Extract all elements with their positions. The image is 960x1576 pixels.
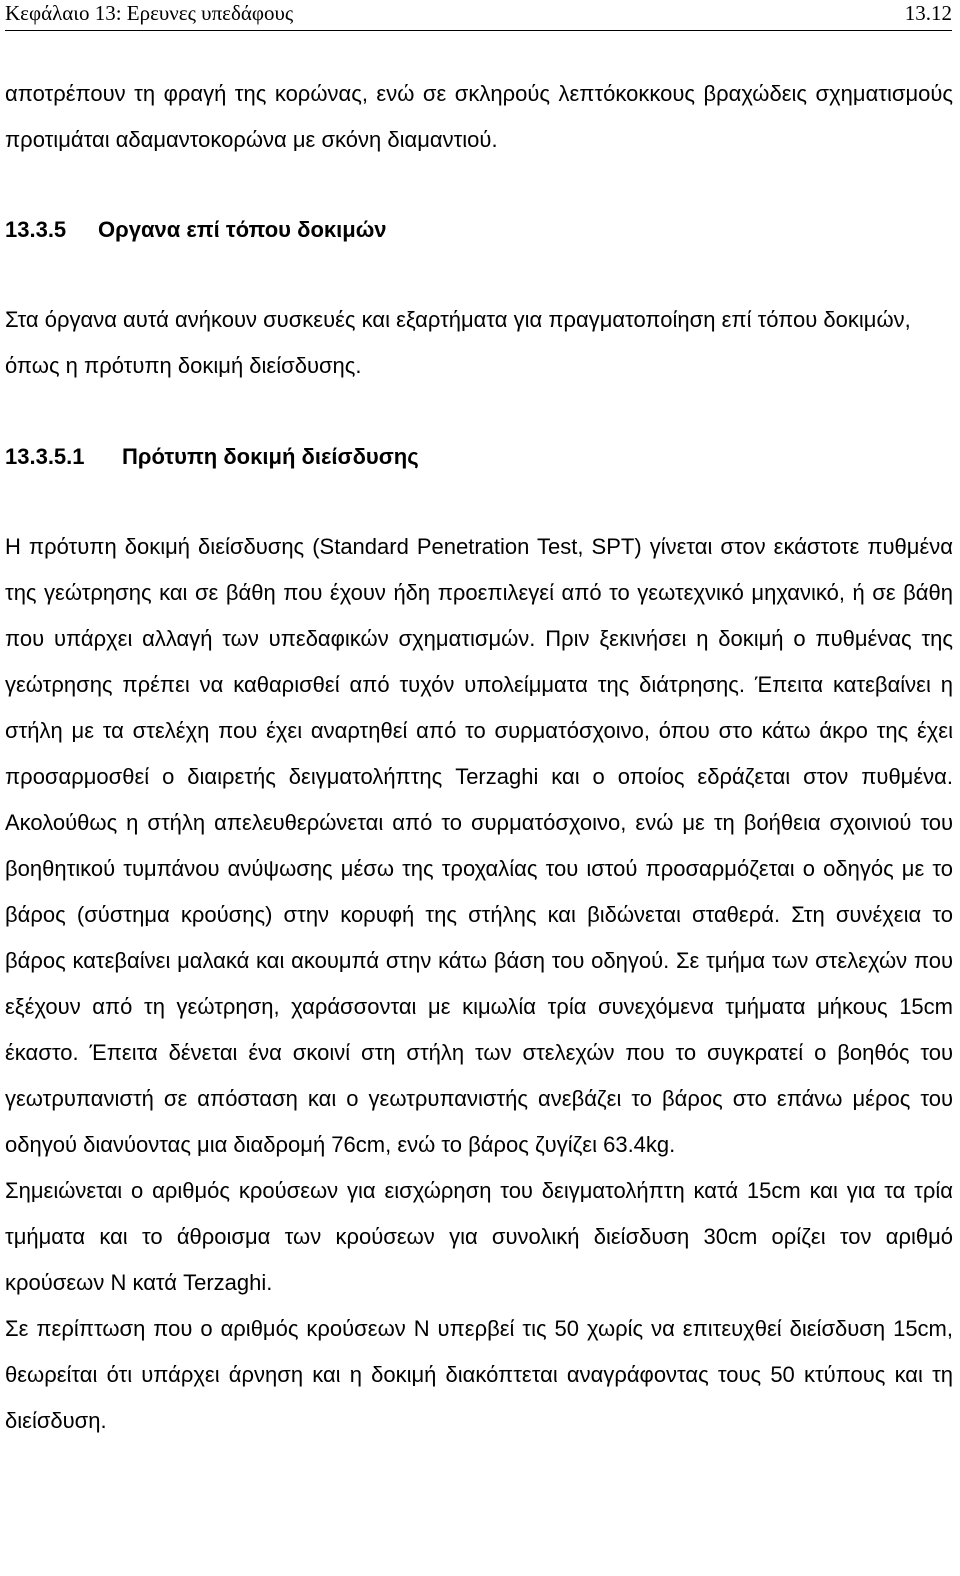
page-number: 13.12 xyxy=(904,1,952,25)
section-number: 13.3.5 xyxy=(5,217,67,242)
paragraph: Σε περίπτωση που ο αριθμός κρούσεων N υπερβεί τις 50 χωρίς να επιτευχθεί διείσδυση 15cm, θεωρείται ότι υπάρχει άρνηση και η δοκιμή διακόπτεται αναγράφοντας τους 50 κτύπους και τη διείσδυση. xyxy=(5,1316,953,1433)
subsection-title: Πρότυπη δοκιμή διείσδυσης xyxy=(122,444,419,469)
page-content xyxy=(5,71,953,1444)
section-heading xyxy=(5,207,953,253)
chapter-title: Κεφάλαιο 13: Ερευνες υπεδάφους xyxy=(5,1,294,25)
subsection-number: 13.3.5.1 xyxy=(5,444,85,469)
subsection-heading xyxy=(5,434,953,480)
paragraph: Σημειώνεται ο αριθμός κρούσεων για εισχώρηση του δειγματολήπτη κατά 15cm και για τα τρία τμήματα και το άθροισμα των κρούσεων για συνολική διείσδυση 30cm ορίζει τον αριθμό κρούσεων N κατά Terzaghi. xyxy=(5,1178,953,1295)
page-header xyxy=(5,0,952,31)
section-paragraph: Στα όργανα αυτά ανήκουν συσκευές και εξαρτήματα για πραγματοποίηση επί τόπου δοκιμών, όπως η πρότυπη δοκιμή διείσδυσης. xyxy=(5,307,911,378)
section-title: Οργανα επί τόπου δοκιμών xyxy=(98,217,387,242)
intro-paragraph: αποτρέπουν τη φραγή της κορώνας, ενώ σε σκληρούς λεπτόκοκκους βραχώδεις σχηματισμούς προτιμάται αδαμαντοκορώνα με σκόνη διαμαντιού. xyxy=(5,81,953,152)
paragraph: Η πρότυπη δοκιμή διείσδυσης (Standard Penetration Test, SPT) γίνεται στον εκάστοτε πυθμένα της γεώτρησης και σε βάθη που έχουν ήδη προεπιλεγεί από το γεωτεχνικό μηχανικό, ή σε βάθη που υπάρχει αλλαγή των υπεδαφικών σχηματισμών. Πριν ξεκινήσει η δοκιμή ο πυθμένας της γεώτρησης πρέπει να καθαρισθεί από τυχόν υπολείμματα της διάτρησης. Έπειτα κατεβαίνει η στήλη με τα στελέχη που έχει αναρτηθεί από το συρματόσχοινο, όπου στο κάτω άκρο της έχει προσαρμοσθεί ο διαιρετής δειγματολήπτης Terzaghi και ο οποίος εδράζεται στον πυθμένα. Ακολούθως η στήλη απελευθερώνεται από το συρματόσχοινο, ενώ με τη βοήθεια σχοινιού του βοηθητικού τυμπάνου ανύψωσης μέσω της τροχαλίας του ιστού προσαρμόζεται ο οδηγός με το βάρος (σύστημα κρούσης) στην κορυφή της στήλης και βιδώνεται σταθερά. Στη συνέχεια το βάρος κατεβαίνει μαλακά και ακουμπά στην κάτω βάση του οδηγού. Σε τμήμα των στελεχών που εξέχουν από τη γεώτρηση, χαράσσονται με κιμωλία τρία συνεχόμενα τμήματα μήκους 15cm έκαστο. Έπειτα δένεται ένα σκοινί στη στήλη των στελεχών που το συγκρατεί ο βοηθός του γεωτρυπανιστή σε απόσταση και ο γεωτρυπανιστής ανεβάζει το βάρος στο επάνω μέρος του οδηγού διανύοντας μια διαδρομή 76cm, ενώ το βάρος ζυγίζει 63.4kg. xyxy=(5,534,953,1157)
